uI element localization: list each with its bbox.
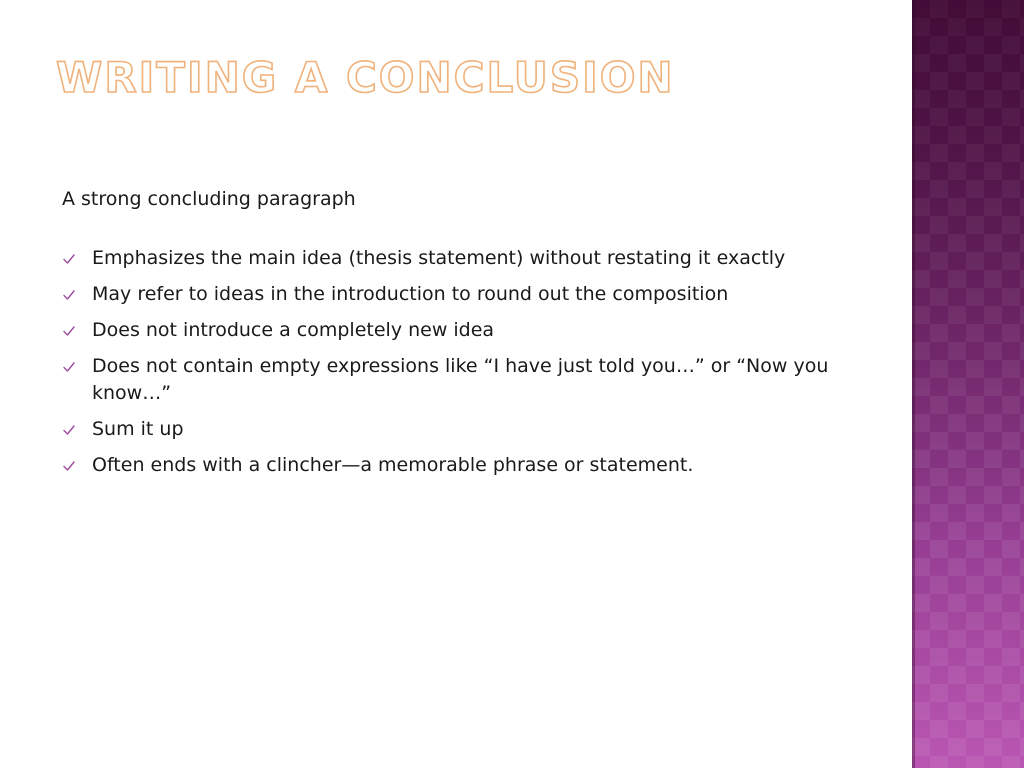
check-icon bbox=[62, 360, 76, 374]
check-icon bbox=[62, 252, 76, 266]
slide-title: WRITING A CONCLUSION bbox=[56, 53, 675, 102]
side-band-edge bbox=[912, 0, 915, 768]
check-icon bbox=[62, 288, 76, 302]
bullet-item bbox=[62, 452, 862, 479]
bullet-item bbox=[62, 281, 862, 308]
bullet-text: May refer to ideas in the introduction to round out the composition bbox=[92, 283, 729, 305]
bullet-text: Does not introduce a completely new idea bbox=[92, 319, 495, 341]
bullet-text: Emphasizes the main idea (thesis statement) without restating it exactly bbox=[92, 247, 786, 269]
bullet-list bbox=[62, 245, 862, 479]
bullet-text: Sum it up bbox=[92, 418, 184, 440]
bullet-item bbox=[62, 416, 862, 443]
bullet-item bbox=[62, 245, 862, 272]
bullet-item bbox=[62, 317, 862, 344]
bullet-text: Does not contain empty expressions like “I have just told you…” or “Now you know…” bbox=[92, 355, 829, 404]
check-icon bbox=[62, 324, 76, 338]
bullet-item bbox=[62, 353, 862, 407]
check-icon bbox=[62, 459, 76, 473]
slide-content bbox=[62, 186, 862, 488]
check-icon bbox=[62, 423, 76, 437]
bullet-text: Often ends with a clincher—a memorable phrase or statement. bbox=[92, 454, 694, 476]
decorative-side-band bbox=[912, 0, 1024, 768]
intro-text: A strong concluding paragraph bbox=[62, 188, 356, 210]
